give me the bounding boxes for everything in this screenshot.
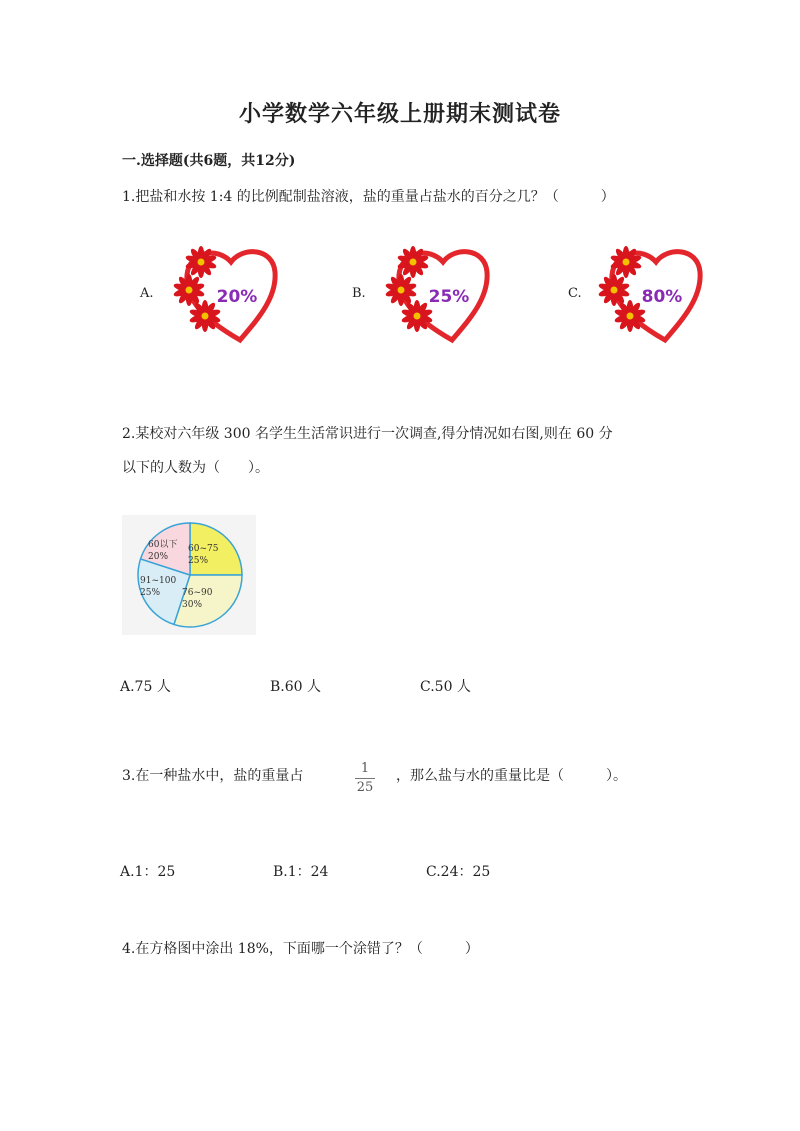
question-2-line-1: 2.某校对六年级 300 名学生生活常识进行一次调查,得分情况如右图,则在 60 分 <box>122 426 613 442</box>
q2-pie-chart <box>122 515 256 635</box>
pie-slice-label: 91~100 <box>140 576 177 586</box>
q1-option-b-label: B. <box>352 286 366 301</box>
q3-fraction-denominator: 25 <box>356 780 374 795</box>
flower-icon <box>173 274 205 306</box>
section-heading: 一.选择题(共6题，共12分) <box>122 153 296 169</box>
q1-option-b-heart[interactable] <box>377 240 527 350</box>
flower-icon <box>385 274 417 306</box>
pie-slice-label: 60以下 <box>148 540 178 550</box>
question-2-line-2: 以下的人数为（ ）。 <box>122 460 269 476</box>
heart-flower-graphic <box>590 240 740 350</box>
q1-option-c-value: 80% <box>641 287 683 307</box>
page-title: 小学数学六年级上册期末测试卷 <box>238 101 561 127</box>
pie-slice-value: 30% <box>182 600 203 610</box>
q3-option-c[interactable]: C.24：25 <box>426 864 491 880</box>
q1-option-c-heart[interactable] <box>590 240 740 350</box>
q1-option-a-value: 20% <box>216 287 258 307</box>
q1-option-c-label: C. <box>568 286 582 301</box>
q3-fraction <box>353 762 377 795</box>
pie-slice-value: 20% <box>148 552 169 562</box>
question-1-text: 1.把盐和水按 1:4 的比例配制盐溶液，盐的重量占盐水的百分之几？（ ） <box>122 189 615 205</box>
flower-icon <box>598 274 630 306</box>
pie-slice-label: 60~75 <box>188 544 219 554</box>
pie-slice-value: 25% <box>188 556 209 566</box>
q1-option-a-heart[interactable] <box>165 240 315 350</box>
q2-option-a[interactable]: A.75 人 <box>120 679 171 695</box>
heart-flower-graphic <box>377 240 527 350</box>
q2-option-b[interactable]: B.60 人 <box>270 679 322 695</box>
q3-fraction-bar <box>355 778 375 779</box>
pie-slice-label: 76~90 <box>182 588 213 598</box>
q1-option-a-label: A. <box>140 286 154 301</box>
q3-fraction-numerator: 1 <box>360 761 370 776</box>
question-3-text-before: 3.在一种盐水中，盐的重量占 <box>122 768 304 784</box>
pie-slice-value: 25% <box>140 588 161 598</box>
q2-option-c[interactable]: C.50 人 <box>420 679 471 695</box>
heart-flower-graphic <box>165 240 315 350</box>
q3-option-a[interactable]: A.1：25 <box>120 864 176 880</box>
question-3-text-after: ，那么盐与水的重量比是（ ）。 <box>396 768 627 784</box>
q3-option-b[interactable]: B.1：24 <box>273 864 329 880</box>
pie-chart-svg <box>122 515 256 635</box>
q1-option-b-value: 25% <box>428 287 470 307</box>
question-4-text: 4.在方格图中涂出 18%，下面哪一个涂错了？（ ） <box>122 941 479 957</box>
